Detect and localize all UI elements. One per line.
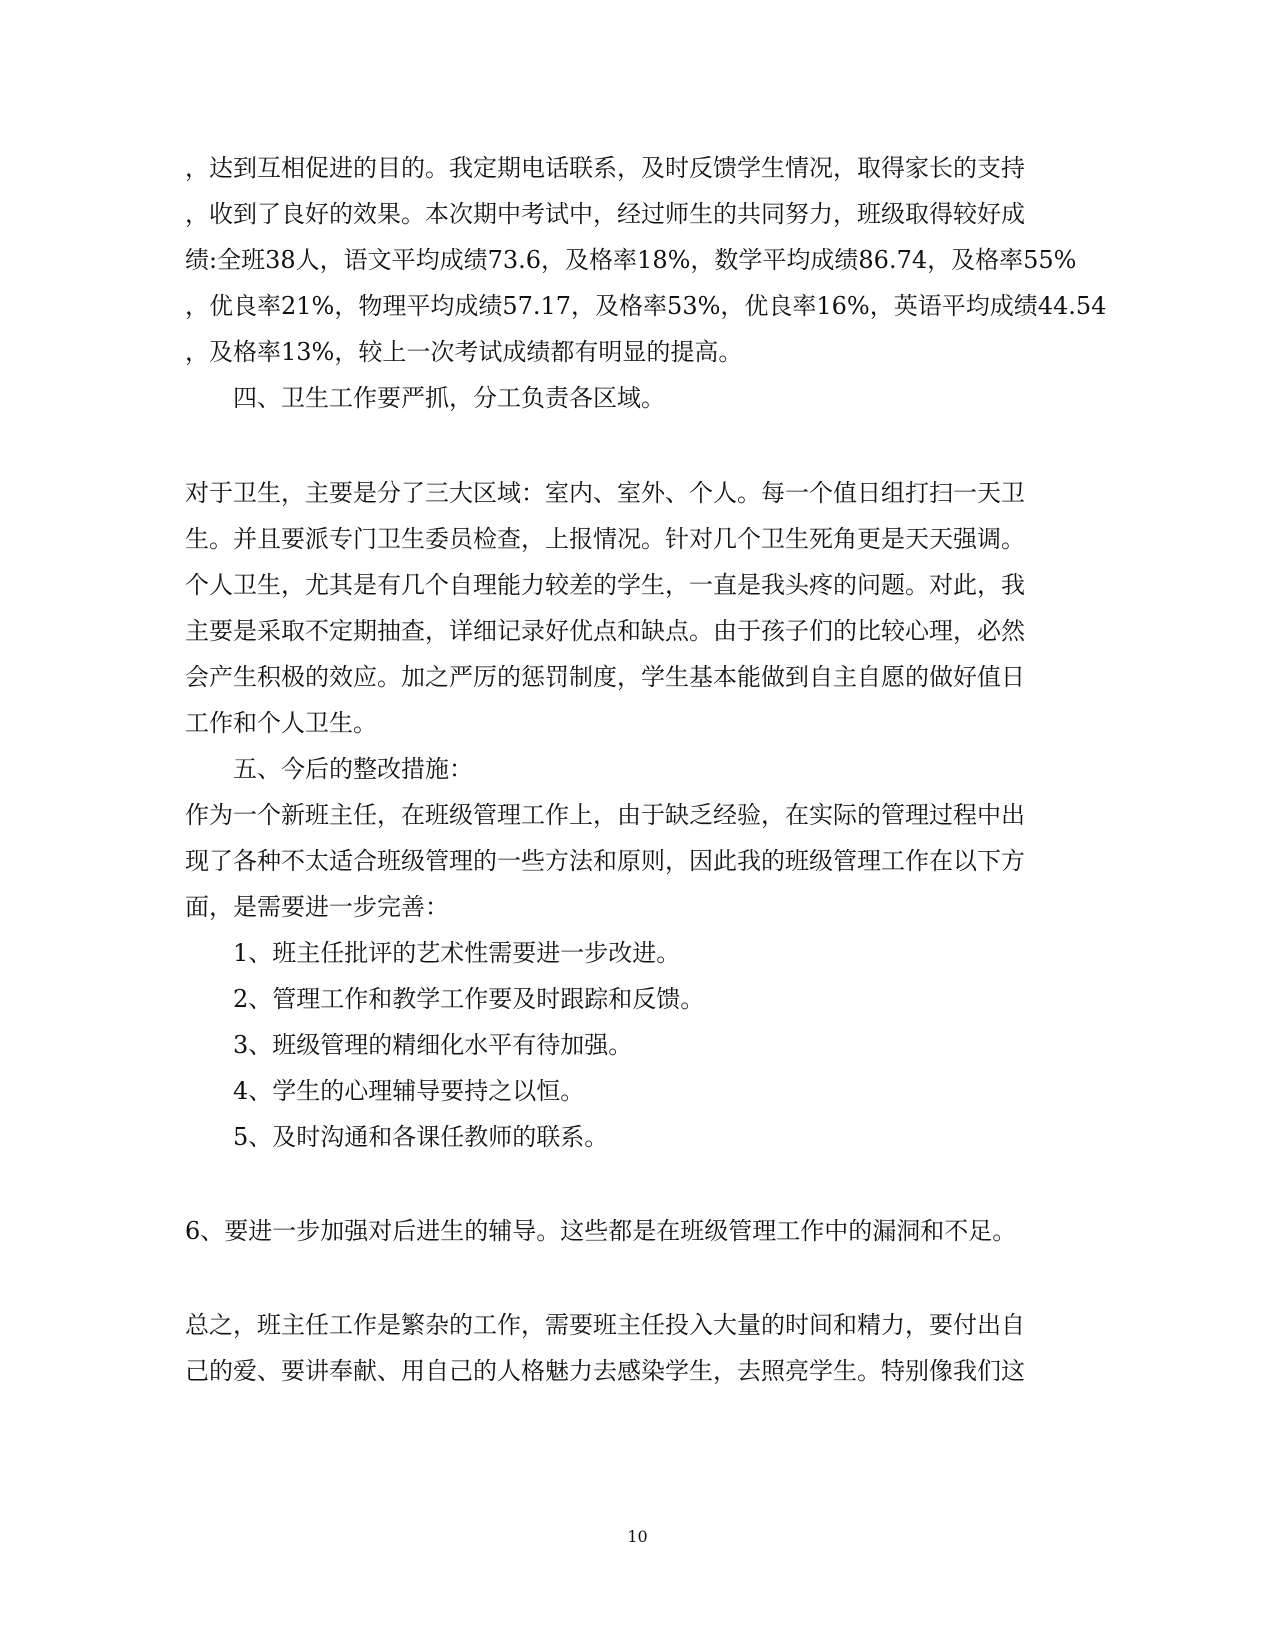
- paragraph-3-line-1: 作为一个新班主任，在班级管理工作上，由于缺乏经验，在实际的管理过程中出: [185, 801, 1025, 829]
- list-item: 2、管理工作和教学工作要及时跟踪和反馈。: [233, 985, 705, 1013]
- page-number: 10: [627, 1527, 648, 1546]
- paragraph-1-line-5: ，及格率13%，较上一次考试成绩都有明显的提高。: [185, 338, 743, 366]
- paragraph-2-line-2: 生。并且要派专门卫生委员检查，上报情况。针对几个卫生死角更是天天强调。: [185, 525, 1025, 553]
- paragraph-4-line-2: 己的爱、要讲奉献、用自己的人格魅力去感染学生，去照亮学生。特别像我们这: [185, 1357, 1025, 1385]
- list-item: 3、班级管理的精细化水平有待加强。: [233, 1031, 633, 1059]
- paragraph-3-line-3: 面，是需要进一步完善：: [185, 893, 449, 921]
- list-item: 1、班主任批评的艺术性需要进一步改进。: [233, 939, 681, 967]
- list-item: 4、学生的心理辅导要持之以恒。: [233, 1077, 585, 1105]
- paragraph-1-line-4: ，优良率21%，物理平均成绩57.17，及格率53%，优良率16%，英语平均成绩44.54: [185, 292, 1107, 320]
- paragraph-1-line-3: 绩:全班38人，语文平均成绩73.6，及格率18%，数学平均成绩86.74，及格率55%: [185, 246, 1077, 274]
- paragraph-3-line-2: 现了各种不太适合班级管理的一些方法和原则，因此我的班级管理工作在以下方: [185, 847, 1025, 875]
- paragraph-2-line-6: 工作和个人卫生。: [185, 709, 377, 737]
- paragraph-4-line-1: 总之，班主任工作是繁杂的工作，需要班主任投入大量的时间和精力，要付出自: [185, 1311, 1025, 1339]
- paragraph-2-line-3: 个人卫生，尤其是有几个自理能力较差的学生，一直是我头疼的问题。对此，我: [185, 571, 1025, 599]
- paragraph-2-line-5: 会产生积极的效应。加之严厉的惩罚制度，学生基本能做到自主自愿的做好值日: [185, 663, 1025, 691]
- paragraph-1-line-1: ，达到互相促进的目的。我定期电话联系，及时反馈学生情况，取得家长的支持: [185, 154, 1025, 182]
- list-item: 5、及时沟通和各课任教师的联系。: [233, 1123, 609, 1151]
- list-item-6: 6、要进一步加强对后进生的辅导。这些都是在班级管理工作中的漏洞和不足。: [185, 1217, 1017, 1245]
- paragraph-1-line-2: ，收到了良好的效果。本次期中考试中，经过师生的共同努力，班级取得较好成: [185, 200, 1025, 228]
- paragraph-2-line-1: 对于卫生，主要是分了三大区域：室内、室外、个人。每一个值日组打扫一天卫: [185, 479, 1025, 507]
- section-heading-5: 五、今后的整改措施：: [233, 755, 473, 783]
- section-heading-4: 四、卫生工作要严抓，分工负责各区域。: [233, 384, 665, 412]
- paragraph-2-line-4: 主要是采取不定期抽查，详细记录好优点和缺点。由于孩子们的比较心理，必然: [185, 617, 1025, 645]
